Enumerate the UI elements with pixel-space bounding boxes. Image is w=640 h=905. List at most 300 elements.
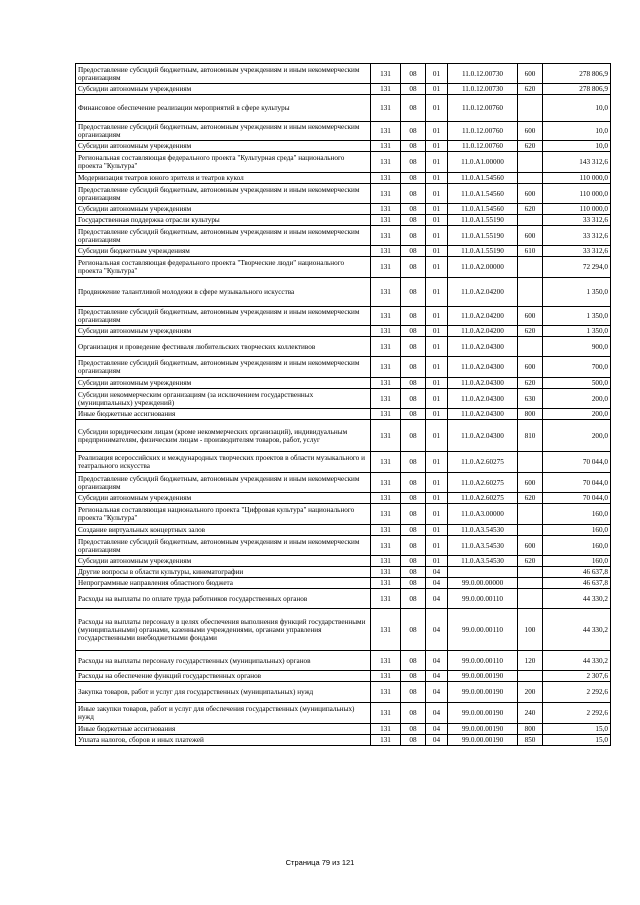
cell-pr: 04 [426,682,448,703]
cell-vr: 600 [518,184,543,204]
cell-pr: 01 [426,420,448,452]
cell-csr: 11.0.A2.04300 [448,409,518,420]
table-row [76,703,611,724]
cell-pr: 01 [426,389,448,409]
table-row [76,378,611,389]
cell-sum: 10,0 [543,141,611,152]
table-row [76,735,611,746]
cell-name: Уплата налогов, сборов и иных платежей [76,735,371,746]
cell-vr: 800 [518,724,543,735]
cell-ved: 131 [371,173,401,184]
cell-csr: 11.0.A2.60275 [448,452,518,473]
cell-csr: 11.0.A1.54560 [448,204,518,215]
cell-pr: 01 [426,215,448,226]
cell-vr [518,671,543,682]
cell-csr: 11.0.A2.04300 [448,337,518,357]
table-row [76,525,611,536]
cell-ved: 131 [371,735,401,746]
cell-sum: 70 044,0 [543,452,611,473]
cell-rz: 08 [401,473,426,493]
cell-pr: 01 [426,525,448,536]
cell-ved: 131 [371,609,401,651]
cell-ved: 131 [371,651,401,671]
cell-ved: 131 [371,184,401,204]
cell-sum: 200,0 [543,389,611,409]
cell-ved: 131 [371,473,401,493]
table-row [76,609,611,651]
cell-rz: 08 [401,735,426,746]
cell-ved: 131 [371,122,401,141]
cell-csr: 11.0.A1.55190 [448,215,518,226]
cell-name: Непрограммные направления областного бюджета [76,578,371,589]
cell-name: Региональная составляющая федерального проекта "Культурная среда" национального проекта "Культура" [76,152,371,173]
cell-sum: 160,0 [543,504,611,525]
cell-csr: 11.0.A2.00000 [448,257,518,278]
cell-sum: 1 350,0 [543,278,611,307]
cell-name: Организация и проведение фестиваля любительских творческих коллективов [76,337,371,357]
cell-sum: 110 000,0 [543,173,611,184]
cell-ved: 131 [371,525,401,536]
cell-rz: 08 [401,589,426,609]
table-row [76,122,611,141]
table-row [76,64,611,84]
cell-ved: 131 [371,389,401,409]
cell-vr: 120 [518,651,543,671]
table-row [76,141,611,152]
cell-vr [518,278,543,307]
table-row [76,409,611,420]
cell-ved: 131 [371,536,401,556]
cell-name: Предоставление субсидий бюджетным, автономным учреждениям и иным некоммерческим организациям [76,357,371,378]
cell-ved: 131 [371,84,401,95]
cell-rz: 08 [401,409,426,420]
cell-pr: 01 [426,122,448,141]
cell-pr: 01 [426,226,448,246]
cell-csr: 11.0.A1.00000 [448,152,518,173]
table-row [76,682,611,703]
cell-csr: 11.0.12.00760 [448,95,518,122]
cell-sum: 10,0 [543,122,611,141]
cell-name: Субсидии автономным учреждениям [76,84,371,95]
cell-name: Финансовое обеспечение реализации мероприятий в сфере культуры [76,95,371,122]
budget-table [75,63,611,746]
cell-csr: 11.0.A2.04200 [448,326,518,337]
cell-rz: 08 [401,452,426,473]
cell-vr: 240 [518,703,543,724]
table-row [76,84,611,95]
cell-rz: 08 [401,504,426,525]
cell-rz: 08 [401,337,426,357]
cell-rz: 08 [401,671,426,682]
cell-ved: 131 [371,278,401,307]
cell-name: Региональная составляющая федерального проекта "Творческие люди" национального проекта "Культура" [76,257,371,278]
cell-sum: 44 330,2 [543,651,611,671]
cell-vr [518,452,543,473]
cell-sum: 700,0 [543,357,611,378]
cell-rz: 08 [401,226,426,246]
cell-pr: 01 [426,141,448,152]
cell-name: Другие вопросы в области культуры, кинематографии [76,567,371,578]
cell-pr: 01 [426,536,448,556]
cell-sum: 46 637,8 [543,567,611,578]
cell-ved: 131 [371,357,401,378]
cell-ved: 131 [371,493,401,504]
cell-ved: 131 [371,141,401,152]
cell-ved: 131 [371,307,401,326]
cell-ved: 131 [371,420,401,452]
cell-vr: 600 [518,357,543,378]
cell-sum: 900,0 [543,337,611,357]
cell-pr: 01 [426,257,448,278]
cell-name: Субсидии бюджетным учреждениям [76,246,371,257]
table-body [76,64,611,746]
cell-pr: 04 [426,609,448,651]
cell-vr: 600 [518,226,543,246]
cell-vr: 600 [518,473,543,493]
cell-pr: 01 [426,152,448,173]
cell-name: Предоставление субсидий бюджетным, автономным учреждениям и иным некоммерческим организациям [76,226,371,246]
cell-pr: 01 [426,556,448,567]
cell-vr: 600 [518,536,543,556]
cell-vr: 600 [518,64,543,84]
cell-rz: 08 [401,420,426,452]
cell-name: Предоставление субсидий бюджетным, автономным учреждениям и иным некоммерческим организациям [76,307,371,326]
cell-ved: 131 [371,589,401,609]
cell-vr [518,578,543,589]
cell-pr: 01 [426,307,448,326]
cell-csr: 11.0.A2.04300 [448,378,518,389]
cell-name: Предоставление субсидий бюджетным, автономным учреждениям и иным некоммерческим организациям [76,536,371,556]
cell-vr: 200 [518,682,543,703]
cell-pr: 04 [426,671,448,682]
cell-ved: 131 [371,326,401,337]
cell-vr: 600 [518,307,543,326]
cell-pr: 01 [426,378,448,389]
table-row [76,589,611,609]
cell-name: Расходы на обеспечение функций государственных органов [76,671,371,682]
cell-pr: 01 [426,409,448,420]
cell-rz: 08 [401,567,426,578]
cell-rz: 08 [401,378,426,389]
cell-csr: 99.0.00.00190 [448,703,518,724]
table-row [76,567,611,578]
cell-csr: 11.0.A2.04300 [448,389,518,409]
cell-vr: 800 [518,409,543,420]
cell-rz: 08 [401,682,426,703]
cell-ved: 131 [371,337,401,357]
cell-ved: 131 [371,724,401,735]
cell-name: Государственная поддержка отрасли культуры [76,215,371,226]
cell-rz: 08 [401,184,426,204]
cell-csr: 99.0.00.00190 [448,724,518,735]
cell-csr: 11.0.A1.54560 [448,184,518,204]
cell-pr: 04 [426,589,448,609]
cell-rz: 08 [401,556,426,567]
cell-name: Субсидии автономным учреждениям [76,493,371,504]
cell-name: Расходы на выплаты по оплате труда работников государственных органов [76,589,371,609]
cell-name: Реализация всероссийских и международных творческих проектов в области музыкального и театрального искусства [76,452,371,473]
cell-name: Модернизация театров юного зрителя и театров кукол [76,173,371,184]
table-row [76,278,611,307]
cell-csr: 99.0.00.00000 [448,578,518,589]
cell-name: Субсидии автономным учреждениям [76,378,371,389]
cell-csr: 11.0.A2.60275 [448,473,518,493]
cell-vr [518,215,543,226]
cell-pr: 01 [426,473,448,493]
cell-vr: 620 [518,556,543,567]
cell-csr: 11.0.A1.55190 [448,246,518,257]
table-row [76,556,611,567]
table-row [76,493,611,504]
cell-name: Субсидии автономным учреждениям [76,141,371,152]
cell-pr: 01 [426,246,448,257]
cell-ved: 131 [371,556,401,567]
cell-csr: 11.0.A2.60275 [448,493,518,504]
cell-vr [518,337,543,357]
cell-sum: 46 637,8 [543,578,611,589]
cell-ved: 131 [371,578,401,589]
cell-sum: 110 000,0 [543,204,611,215]
cell-vr [518,589,543,609]
cell-vr [518,152,543,173]
cell-ved: 131 [371,95,401,122]
cell-name: Региональная составляющая национального проекта "Цифровая культура" национального проекта "Культура" [76,504,371,525]
cell-ved: 131 [371,703,401,724]
cell-vr [518,173,543,184]
cell-csr: 99.0.00.00110 [448,609,518,651]
cell-rz: 08 [401,724,426,735]
cell-rz: 08 [401,651,426,671]
cell-name: Иные бюджетные ассигнования [76,724,371,735]
table-row [76,226,611,246]
cell-pr: 01 [426,504,448,525]
cell-rz: 08 [401,357,426,378]
cell-vr [518,567,543,578]
cell-rz: 08 [401,215,426,226]
cell-ved: 131 [371,215,401,226]
cell-sum: 200,0 [543,409,611,420]
cell-rz: 08 [401,84,426,95]
cell-vr: 620 [518,84,543,95]
cell-ved: 131 [371,409,401,420]
cell-rz: 08 [401,326,426,337]
cell-csr: 99.0.00.00190 [448,682,518,703]
table-row [76,536,611,556]
cell-name: Предоставление субсидий бюджетным, автономным учреждениям и иным некоммерческим организациям [76,473,371,493]
cell-rz: 08 [401,173,426,184]
cell-vr [518,257,543,278]
cell-rz: 08 [401,703,426,724]
cell-vr: 100 [518,609,543,651]
table-row [76,152,611,173]
cell-csr: 99.0.00.00190 [448,735,518,746]
cell-vr: 620 [518,326,543,337]
cell-name: Субсидии автономным учреждениям [76,326,371,337]
cell-name: Субсидии автономным учреждениям [76,204,371,215]
cell-csr: 11.0.A2.04300 [448,357,518,378]
cell-rz: 08 [401,389,426,409]
table-row [76,473,611,493]
table-row [76,671,611,682]
cell-vr: 810 [518,420,543,452]
cell-name: Иные закупки товаров, работ и услуг для обеспечения государственных (муниципальных) нужд [76,703,371,724]
cell-sum: 2 292,6 [543,682,611,703]
cell-name: Предоставление субсидий бюджетным, автономным учреждениям и иным некоммерческим организациям [76,64,371,84]
table-row [76,307,611,326]
cell-csr: 11.0.A2.04300 [448,420,518,452]
cell-sum: 72 294,0 [543,257,611,278]
cell-pr: 01 [426,326,448,337]
cell-rz: 08 [401,493,426,504]
cell-sum: 500,0 [543,378,611,389]
cell-pr: 04 [426,567,448,578]
cell-ved: 131 [371,452,401,473]
cell-ved: 131 [371,682,401,703]
cell-rz: 08 [401,278,426,307]
cell-sum: 33 312,6 [543,226,611,246]
cell-ved: 131 [371,64,401,84]
cell-pr: 01 [426,204,448,215]
cell-rz: 08 [401,578,426,589]
cell-rz: 08 [401,536,426,556]
cell-name: Закупка товаров, работ и услуг для государственных (муниципальных) нужд [76,682,371,703]
table-row [76,95,611,122]
table-row [76,215,611,226]
cell-pr: 04 [426,703,448,724]
cell-sum: 1 350,0 [543,326,611,337]
cell-csr: 11.0.A1.55190 [448,226,518,246]
cell-vr: 610 [518,246,543,257]
cell-csr: 11.0.A2.04200 [448,278,518,307]
cell-sum: 200,0 [543,420,611,452]
table-row [76,651,611,671]
cell-name: Субсидии некоммерческим организациям (за исключением государственных (муниципальных) учреждений) [76,389,371,409]
cell-rz: 08 [401,64,426,84]
table-row [76,504,611,525]
cell-sum: 70 044,0 [543,493,611,504]
cell-sum: 278 806,9 [543,84,611,95]
cell-pr: 04 [426,578,448,589]
cell-csr: 11.0.12.00730 [448,84,518,95]
cell-vr: 600 [518,122,543,141]
cell-name: Иные бюджетные ассигнования [76,409,371,420]
table-row [76,337,611,357]
table-row [76,452,611,473]
table-row [76,389,611,409]
cell-rz: 08 [401,141,426,152]
cell-sum: 160,0 [543,525,611,536]
cell-rz: 08 [401,246,426,257]
cell-sum: 2 307,6 [543,671,611,682]
cell-sum: 143 312,6 [543,152,611,173]
cell-sum: 110 000,0 [543,184,611,204]
cell-csr: 11.0.A3.00000 [448,504,518,525]
cell-csr: 99.0.00.00110 [448,651,518,671]
cell-vr [518,95,543,122]
cell-csr: 11.0.A3.54530 [448,525,518,536]
cell-ved: 131 [371,504,401,525]
cell-csr: 11.0.A3.54530 [448,536,518,556]
cell-pr: 04 [426,651,448,671]
cell-rz: 08 [401,609,426,651]
cell-pr: 01 [426,95,448,122]
table-row [76,578,611,589]
cell-pr: 01 [426,184,448,204]
cell-sum: 33 312,6 [543,246,611,257]
cell-sum: 15,0 [543,724,611,735]
cell-name: Субсидии юридическим лицам (кроме некоммерческих организаций), индивидуальным предпринимателям, физическим лицам - производителям товаров, работ, услуг [76,420,371,452]
cell-sum: 2 292,6 [543,703,611,724]
cell-rz: 08 [401,122,426,141]
cell-ved: 131 [371,152,401,173]
cell-pr: 01 [426,357,448,378]
cell-sum: 10,0 [543,95,611,122]
cell-vr: 620 [518,493,543,504]
cell-vr: 630 [518,389,543,409]
cell-pr: 01 [426,173,448,184]
cell-csr: 11.0.12.00730 [448,64,518,84]
cell-name: Создание виртуальных концертных залов [76,525,371,536]
table-row [76,326,611,337]
cell-rz: 08 [401,257,426,278]
cell-pr: 01 [426,337,448,357]
table-row [76,420,611,452]
cell-pr: 01 [426,64,448,84]
cell-vr: 850 [518,735,543,746]
table-row [76,173,611,184]
cell-pr: 04 [426,724,448,735]
cell-name: Продвижение талантливой молодежи в сфере музыкального искусства [76,278,371,307]
cell-csr: 11.0.A2.04200 [448,307,518,326]
cell-rz: 08 [401,307,426,326]
cell-name: Субсидии автономным учреждениям [76,556,371,567]
cell-name: Предоставление субсидий бюджетным, автономным учреждениям и иным некоммерческим организациям [76,122,371,141]
cell-sum: 15,0 [543,735,611,746]
cell-sum: 70 044,0 [543,473,611,493]
cell-vr: 620 [518,378,543,389]
cell-ved: 131 [371,257,401,278]
cell-rz: 08 [401,152,426,173]
cell-vr [518,504,543,525]
cell-csr: 11.0.12.00760 [448,141,518,152]
cell-ved: 131 [371,204,401,215]
cell-sum: 33 312,6 [543,215,611,226]
cell-sum: 160,0 [543,556,611,567]
cell-ved: 131 [371,378,401,389]
cell-name: Расходы на выплаты персоналу государственных (муниципальных) органов [76,651,371,671]
cell-csr: 11.0.A3.54530 [448,556,518,567]
cell-sum: 44 330,2 [543,609,611,651]
cell-pr: 04 [426,735,448,746]
cell-pr: 01 [426,452,448,473]
cell-rz: 08 [401,525,426,536]
cell-csr: 99.0.00.00110 [448,589,518,609]
cell-sum: 160,0 [543,536,611,556]
cell-ved: 131 [371,671,401,682]
cell-csr [448,567,518,578]
cell-name: Расходы на выплаты персоналу в целях обеспечения выполнения функций государственными (муниципальными) органами, казенными учреждениями, органами управления государственными внебюджетными фондами [76,609,371,651]
cell-ved: 131 [371,246,401,257]
cell-vr [518,525,543,536]
cell-vr: 620 [518,204,543,215]
cell-pr: 01 [426,84,448,95]
cell-rz: 08 [401,95,426,122]
cell-sum: 1 350,0 [543,307,611,326]
page-footer [0,858,640,867]
cell-sum: 278 806,9 [543,64,611,84]
cell-pr: 01 [426,493,448,504]
table-row [76,357,611,378]
